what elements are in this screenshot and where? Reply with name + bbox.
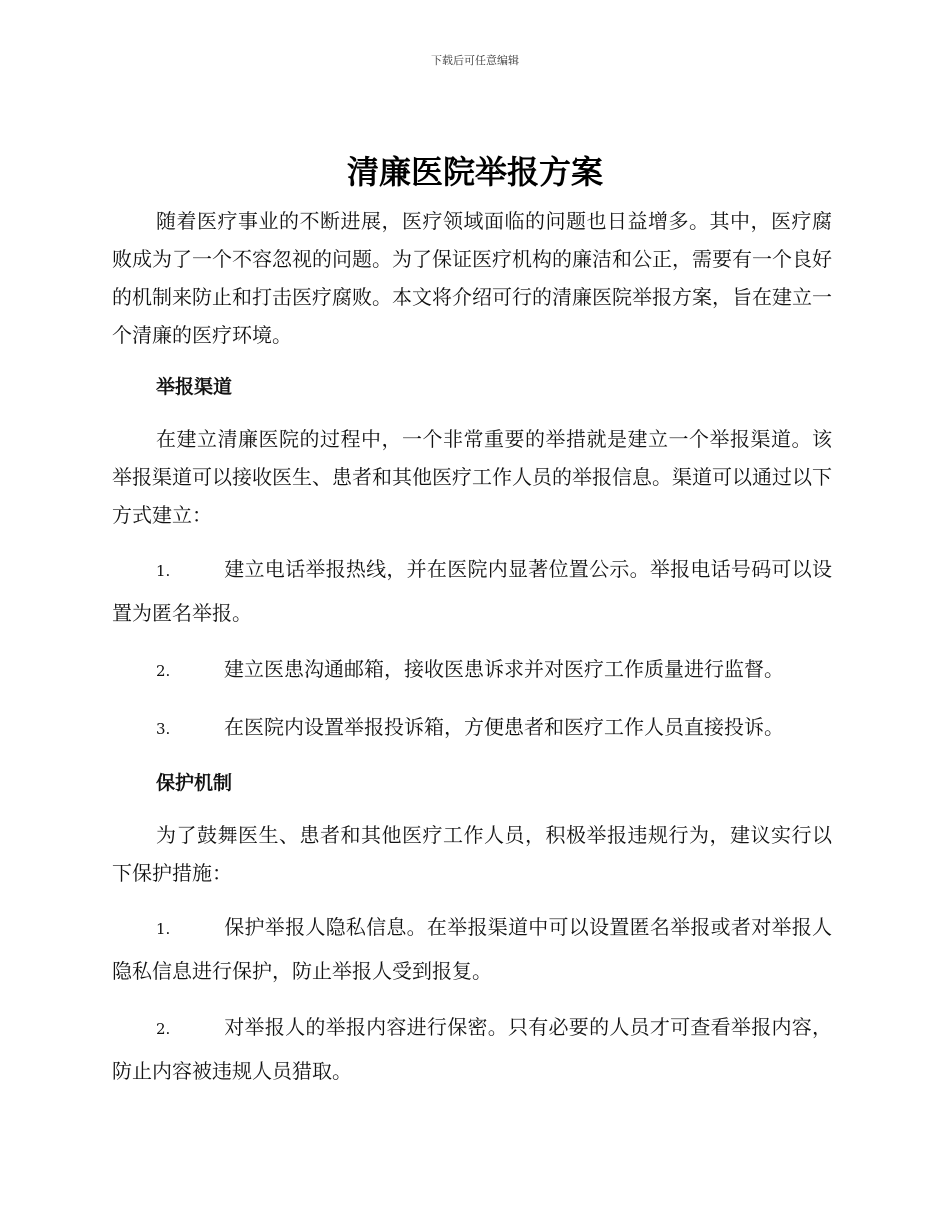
list-item (112, 548, 832, 634)
list-item (112, 648, 832, 692)
list-item (112, 706, 832, 750)
list-item-number: 3. (156, 720, 171, 738)
list-item-text: 建立医患沟通邮箱，接收医患诉求并对医疗工作质量进行监督。 (224, 657, 784, 681)
intro-paragraph: 随着医疗事业的不断进展，医疗领域面临的问题也日益增多。其中，医疗腐败成为了一个不容忽视的问题。为了保证医疗机构的廉洁和公正，需要有一个良好的机制来防止和打击医疗腐败。本文将介绍可行的清廉医院举报方案，旨在建立一个清廉的医疗环境。 (112, 209, 832, 347)
list-item (112, 906, 832, 992)
list-item (112, 1006, 832, 1092)
document-title: 清廉医院举报方案 (346, 153, 603, 191)
list-item-number: 1. (156, 920, 171, 938)
list-item-number: 2. (156, 662, 171, 680)
list-item-number: 2. (156, 1020, 171, 1038)
section-paragraph-protection: 为了鼓舞医生、患者和其他医疗工作人员，积极举报违规行为，建议实行以下保护措施： (112, 823, 832, 885)
page-header: 下载后可任意编辑 (431, 54, 519, 67)
list-item-text: 建立电话举报热线，并在医院内显著位置公示。举报电话号码可以设置为匿名举报。 (112, 557, 832, 625)
section-heading-report-channel: 举报渠道 (156, 376, 233, 398)
list-item-text: 保护举报人隐私信息。在举报渠道中可以设置匿名举报或者对举报人隐私信息进行保护，防止举报人受到报复。 (112, 915, 832, 983)
list-item-text: 在医院内设置举报投诉箱，方便患者和医疗工作人员直接投诉。 (224, 715, 784, 739)
section-heading-protection: 保护机制 (156, 772, 233, 794)
list-item-number: 1. (156, 562, 171, 580)
list-item-text: 对举报人的举报内容进行保密。只有必要的人员才可查看举报内容，防止内容被违规人员猎取。 (112, 1015, 832, 1083)
section-paragraph-report-channel: 在建立清廉医院的过程中，一个非常重要的举措就是建立一个举报渠道。该举报渠道可以接收医生、患者和其他医疗工作人员的举报信息。渠道可以通过以下方式建立： (112, 427, 832, 527)
document-body (112, 202, 832, 1106)
